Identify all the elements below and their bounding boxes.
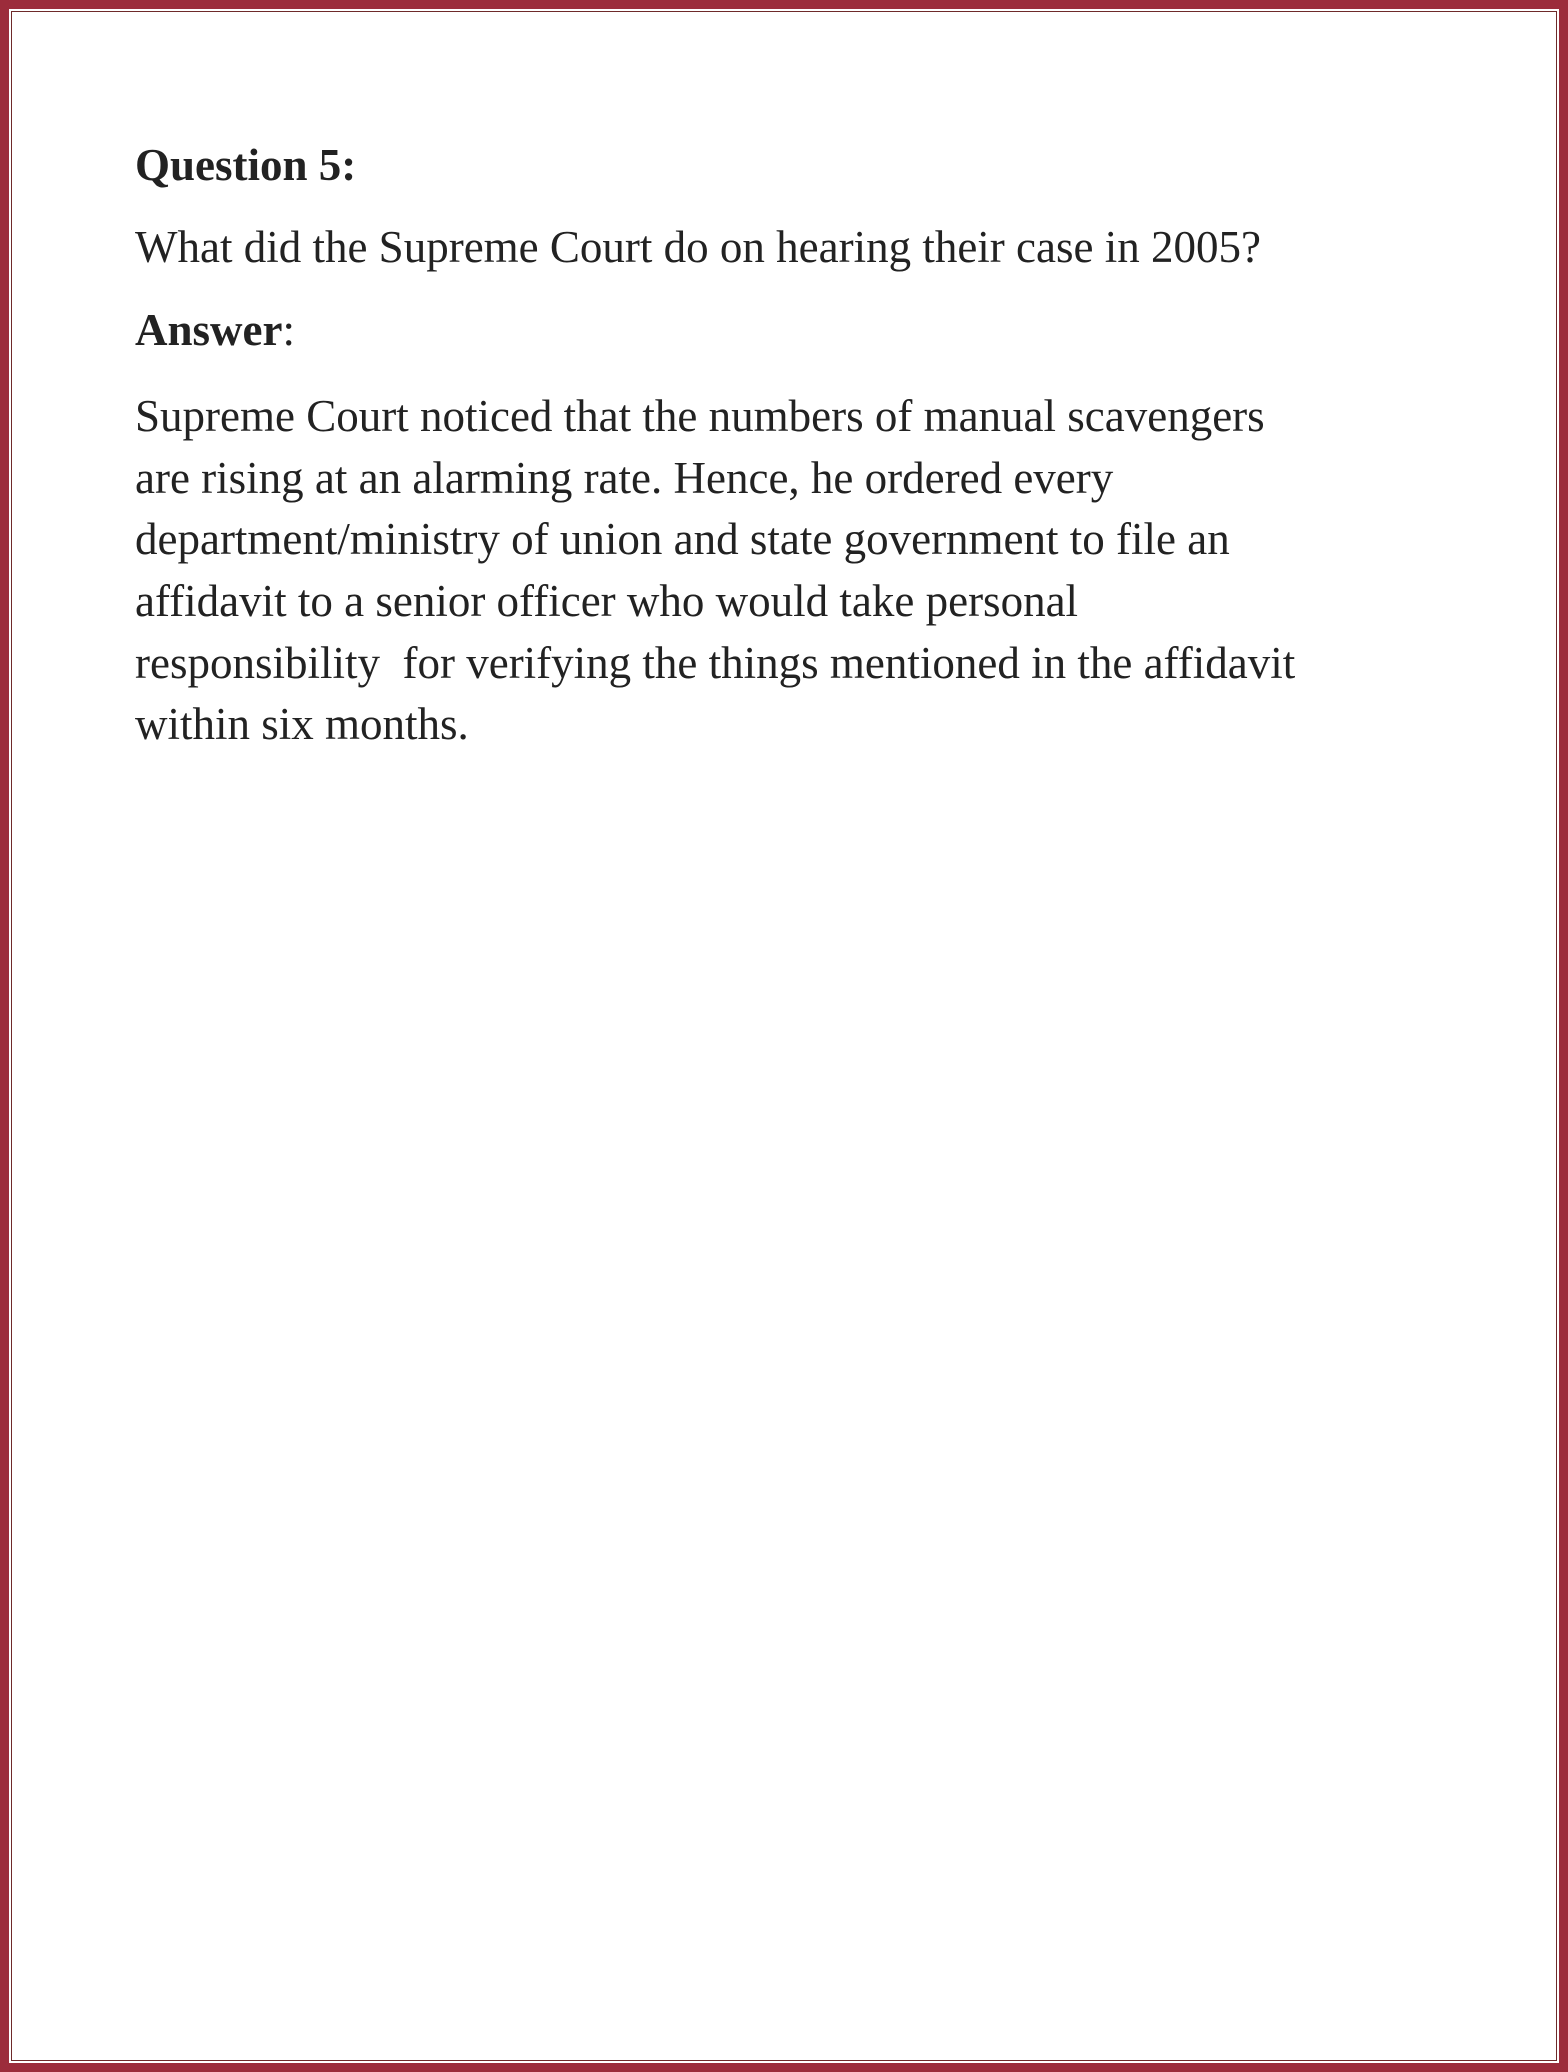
answer-colon: : [282,305,295,355]
answer-heading-row [135,305,295,355]
answer-line: within six months. [135,699,469,749]
answer-heading: Answer [135,305,283,355]
answer-line: responsibility for verifying the things mentioned in the affidavit [135,638,1296,688]
answer-line: Supreme Court noticed that the numbers of manual scavengers [135,391,1265,441]
answer-line: are rising at an alarming rate. Hence, he ordered every [135,453,1114,503]
question-text: What did the Supreme Court do on hearing their case in 2005? [135,222,1261,272]
question-heading: Question 5: [135,140,357,190]
answer-line: department/ministry of union and state government to file an [135,514,1230,564]
answer-line: affidavit to a senior officer who would take personal [135,576,1079,626]
